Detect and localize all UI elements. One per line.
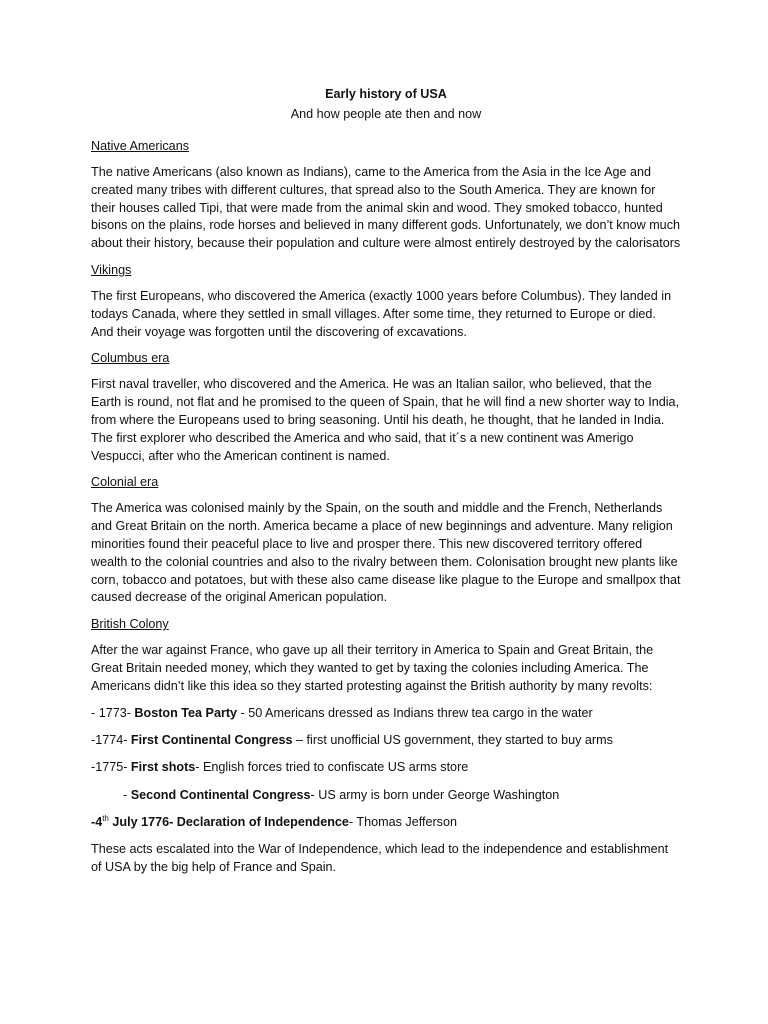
section-heading-british-colony: British Colony (91, 617, 169, 632)
event-declaration-of-independence (91, 814, 681, 832)
event-description: – first unofficial US government, they started to buy arms (292, 732, 613, 747)
event-description: - Thomas Jefferson (348, 815, 457, 830)
event-title: First shots (130, 760, 196, 775)
event-description: - English forces tried to confiscate US arms store (195, 760, 469, 775)
section-heading-vikings: Vikings (91, 262, 132, 277)
section-heading-columbus-era: Columbus era (91, 351, 170, 366)
event-date-day: -4 (91, 815, 103, 830)
event-title: First Continental Congress (130, 732, 293, 747)
document-page (91, 84, 681, 886)
section-text-british-colony: After the war against France, who gave up all their territory in America to Spain and Great Britain, the Great Britain needed money, which they wanted to get by taxing the colonies including America. The Americans didn’t like this idea so they started protesting against the British authority by many revolts: (91, 643, 654, 693)
section-text-columbus-era: First naval traveller, who discovered and the America. He was an Italian sailor, who believed, that the Earth is round, not flat and he promised to the queen of Spain, that he will find a new shorter way to India, from where the Europeans used to bring seasoning. Until his death, he thought, that he landed in India. The first explorer who described the America and who said, that it´s a new continent was Amerigo Vespucci, after who the American continent is named. (91, 377, 680, 463)
event-first-continental-congress (91, 732, 681, 750)
section-text-colonial-era: The America was colonised mainly by the Spain, on the south and middle and the French, Netherlands and Great Britain on the north. America became a place of new beginnings and adventure. Many religion minorities found their peaceful place to live and prosper there. This new discovered territory offered wealth to the colonial countries and also to the rivalry between them. Colonisation brought new plants like corn, tobacco and potatoes, but with these also came disease like plague to the Europe and smallpox that caused decrease of the original American population. (91, 501, 681, 605)
closing-paragraph: These acts escalated into the War of Independence, which lead to the independence and establishment of USA by the big help of France and Spain. (91, 842, 669, 875)
section-heading-native-americans: Native Americans (91, 139, 189, 153)
document-subtitle: And how people ate then and now (290, 107, 482, 121)
event-date-ordinal: th (102, 813, 109, 823)
event-description: - US army is born under George Washington (310, 787, 560, 802)
event-date: -1775- (91, 760, 131, 775)
event-date: -1774- (91, 732, 131, 747)
section-text-native-americans: The native Americans (also known as Indians), came to the America from the Asia in the Ice Age and created many tribes with different cultures, that spread also to the South America. They are known for their houses called Tipi, that were made from the animal skin and wood. They smoked tobacco, hunted bisons on the plains, rode horses and believed in many different gods. Unfortunately, we don’t know much about their history, because their population and culture were almost entirely destroyed by the calorisators (91, 165, 681, 251)
event-boston-tea-party (91, 705, 681, 723)
section-heading-colonial-era: Colonial era (91, 475, 159, 490)
document-title: Early history of USA (325, 87, 447, 101)
event-title: Second Continental Congress (130, 787, 311, 802)
event-date: - 1773- (91, 705, 135, 720)
section-text-vikings: The first Europeans, who discovered the America (exactly 1000 years before Columbus). They landed in todays Canada, where they settled in small villages. After some time, they returned to Europe or died. And their voyage was forgotten until the discovering of excavations. (91, 288, 672, 339)
event-date: - (123, 787, 131, 802)
event-first-shots (91, 759, 681, 777)
event-description: - 50 Americans dressed as Indians threw tea cargo in the water (237, 705, 593, 720)
event-title: July 1776- Declaration of Independence (108, 815, 349, 830)
event-second-continental-congress (91, 787, 681, 805)
event-title: Boston Tea Party (134, 705, 238, 720)
